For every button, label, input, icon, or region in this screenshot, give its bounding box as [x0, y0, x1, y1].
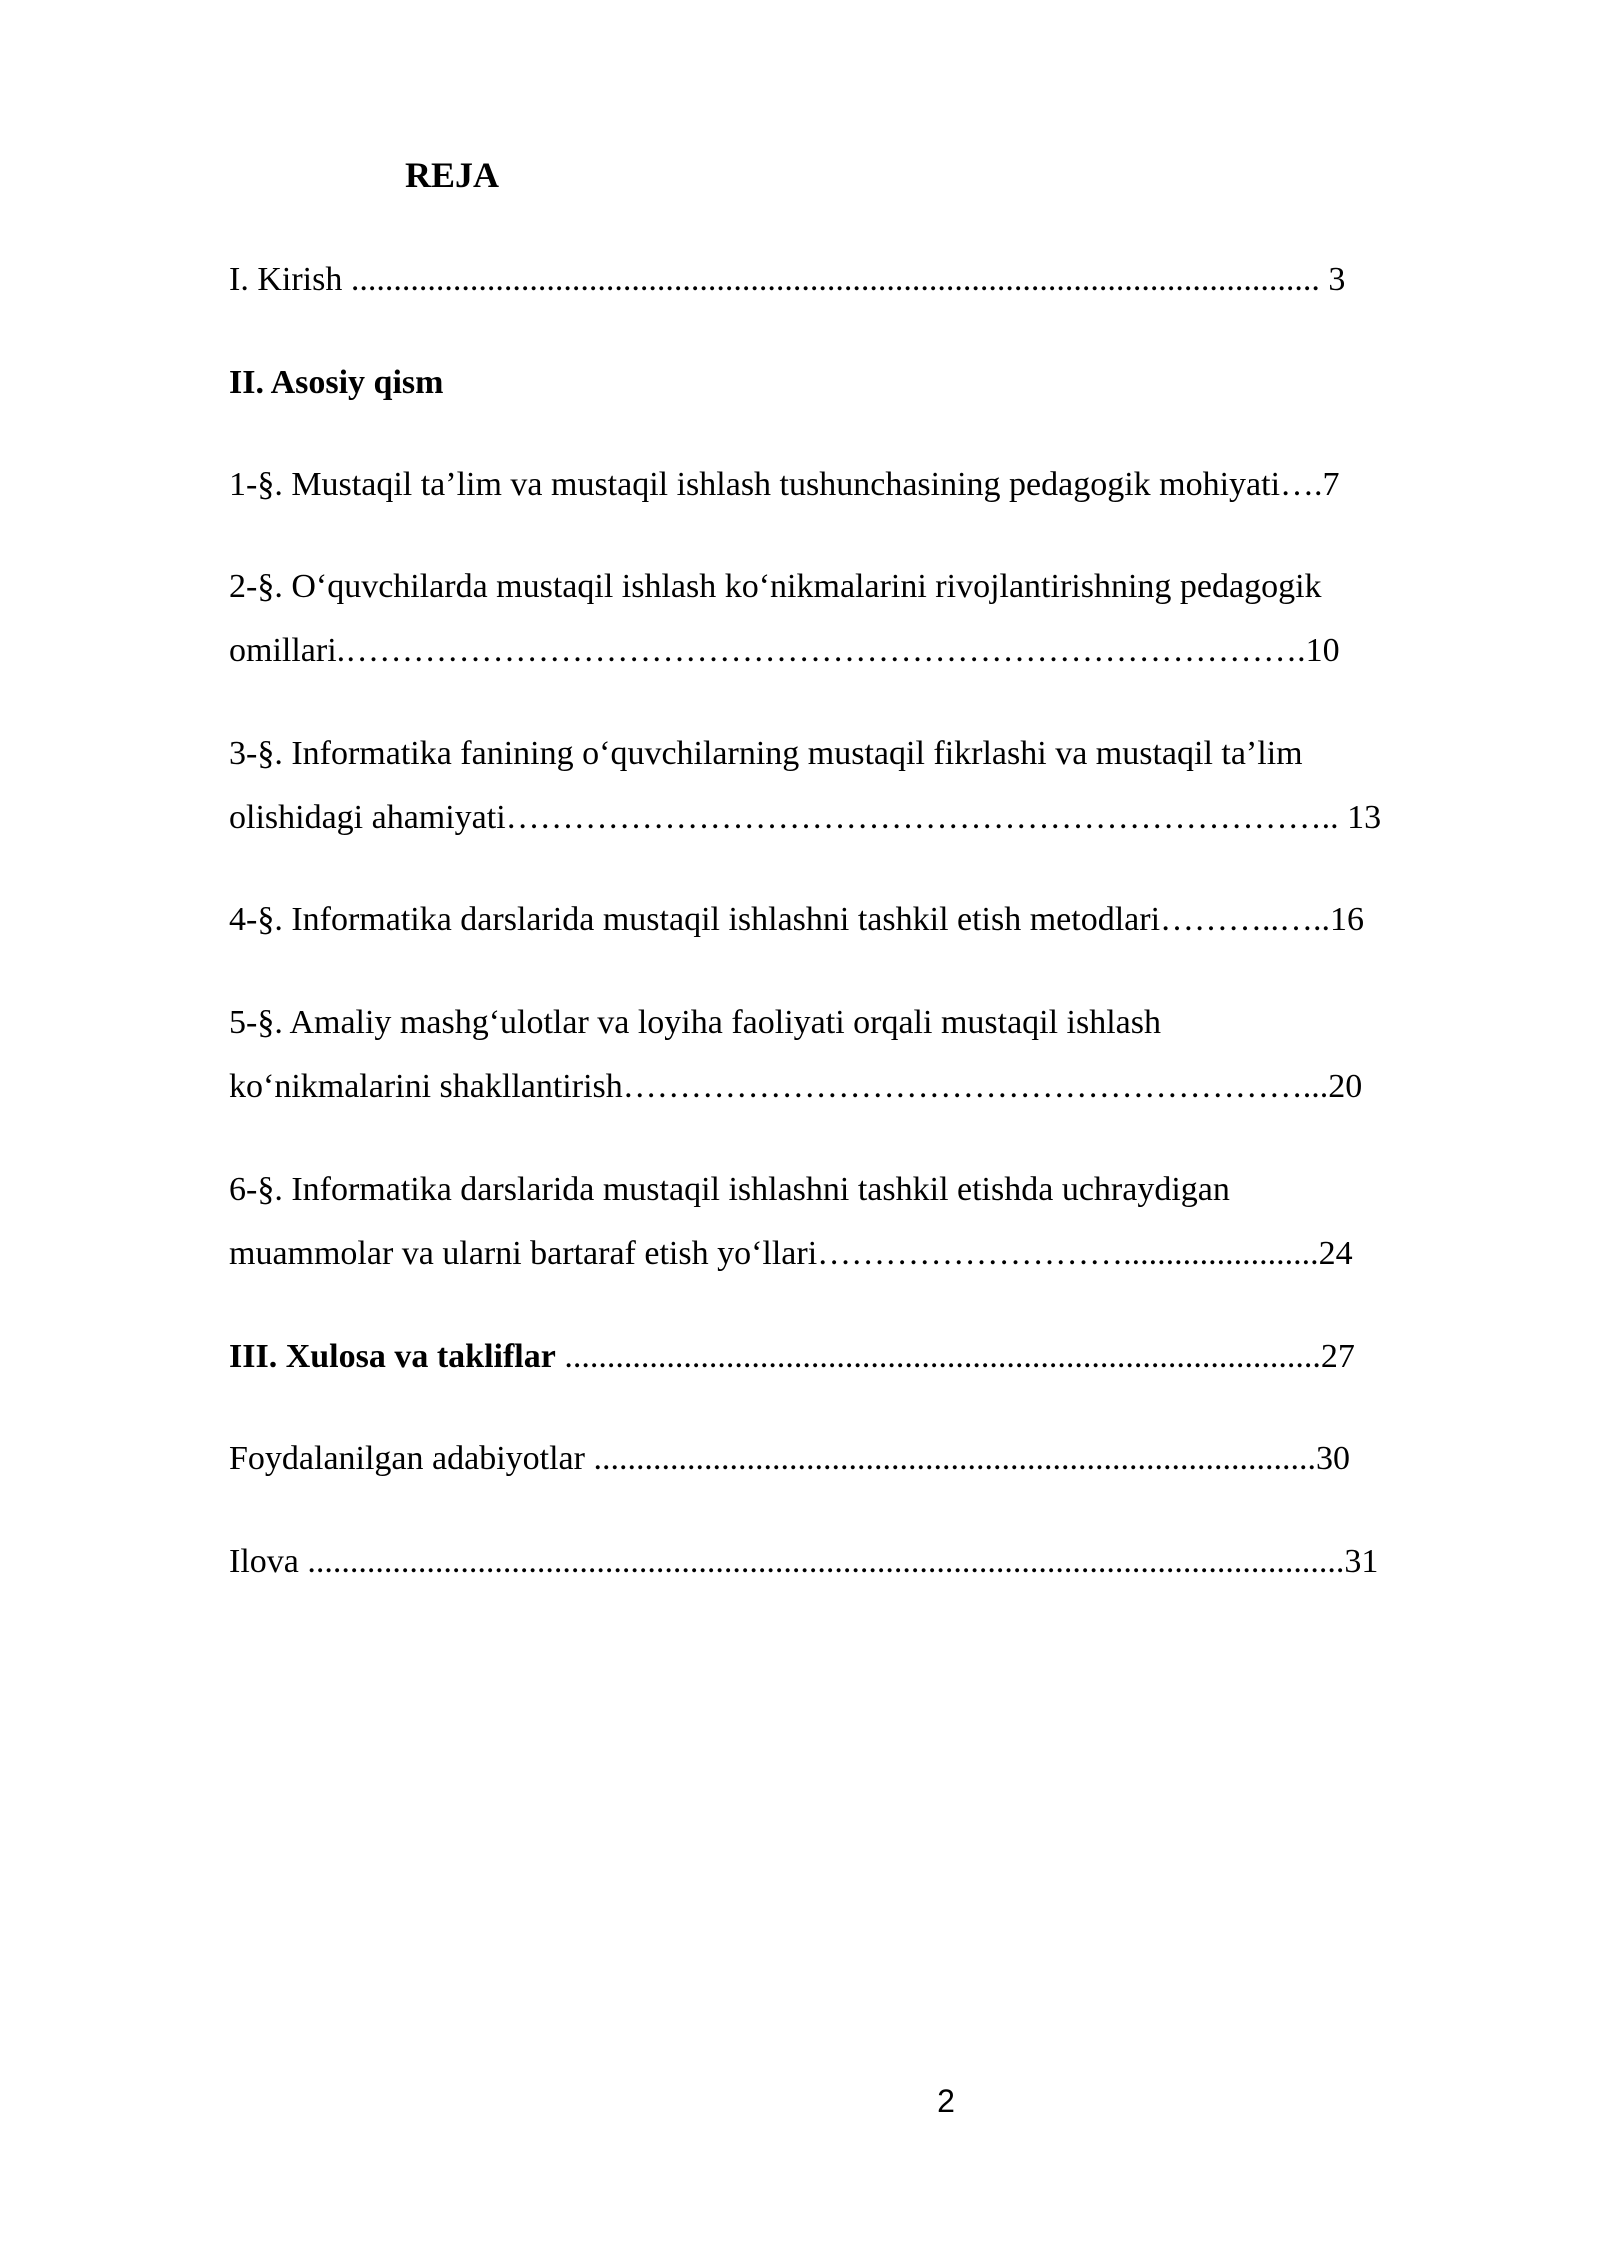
toc-entry-section-6-line-1: 6-§. Informatika darslarida mustaqil ishlashni tashkil etishda uchraydigan: [229, 1171, 1230, 1208]
toc-entry-section-5-line-1: 5-§. Amaliy mashg‘ulotlar va loyiha faoliyati orqali mustaqil ishlash: [229, 1004, 1161, 1041]
toc-entry-section-2-line-1: 2-§. O‘quvchilarda mustaqil ishlash ko‘nikmalarini rivojlantirishning pedagogik: [229, 568, 1322, 605]
toc-entry-section-1: 1-§. Mustaqil ta’lim va mustaqil ishlash tushunchasining pedagogik mohiyati….7: [229, 466, 1340, 503]
toc-entry-section-5-line-2: ko‘nikmalarini shakllantirish……………………………………………………...20: [229, 1068, 1363, 1105]
toc-entry-section-3-line-1: 3-§. Informatika fanining o‘quvchilarning mustaqil fikrlashi va mustaqil ta’lim: [229, 735, 1303, 772]
toc-entry-kirish: I. Kirish .................................................................................................................. 3: [229, 261, 1346, 298]
toc-entry-section-2-line-2: omillari.………………………………………………………………………….10: [229, 632, 1340, 669]
toc-entry-section-4: 4-§. Informatika darslarida mustaqil ishlashni tashkil etish metodlari………..…..16: [229, 901, 1365, 938]
toc-entry-xulosa-label: III. Xulosa va takliflar: [229, 1338, 556, 1375]
toc-heading-asosiy-qism: II. Asosiy qism: [229, 364, 444, 401]
page-title: REJA: [405, 155, 500, 195]
toc-entry-adabiyotlar: Foydalanilgan adabiyotlar .....................................................................................30: [229, 1440, 1350, 1477]
toc-entry-xulosa: [229, 1332, 1355, 1382]
toc-entry-section-3-line-2: olishidagi ahamiyati……………………………………………………………….. 13: [229, 799, 1382, 836]
page-number: 2: [937, 2083, 955, 2119]
toc-entry-section-6-line-2: muammolar va ularni bartaraf etish yo‘llari……………………….......................24: [229, 1235, 1353, 1272]
toc-entry-ilova: Ilova ..........................................................................................................................31: [229, 1543, 1379, 1580]
toc-entry-xulosa-leader: .........................................................................................27: [555, 1338, 1355, 1375]
